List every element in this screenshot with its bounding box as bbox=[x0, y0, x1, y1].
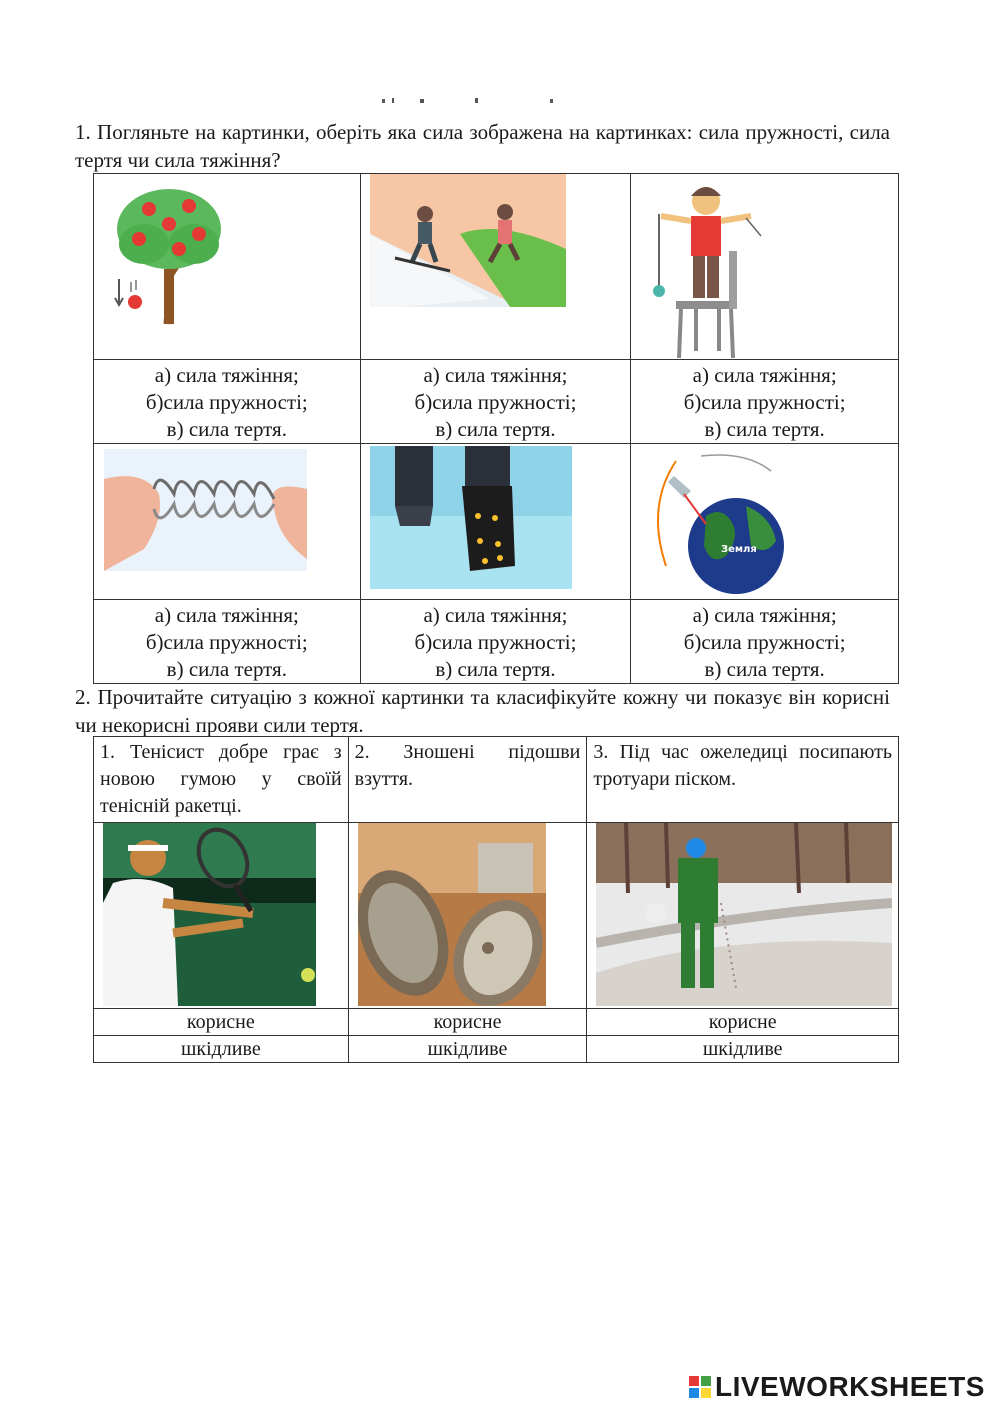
options-cell bbox=[360, 600, 631, 684]
option-c[interactable]: в) сила тертя. bbox=[704, 417, 825, 441]
boots-on-ice-image bbox=[370, 446, 572, 589]
option-c[interactable]: в) сила тертя. bbox=[435, 417, 556, 441]
option-a[interactable]: а) сила тяжіння; bbox=[692, 363, 837, 387]
option-a[interactable]: а) сила тяжіння; bbox=[423, 603, 568, 627]
answer-harmful[interactable]: шкідливе bbox=[348, 1036, 587, 1063]
image-cell-sanding-sidewalk bbox=[587, 823, 899, 1009]
satellite-orbit-earth-image bbox=[646, 446, 786, 596]
image-cell-spring bbox=[94, 444, 361, 600]
apple-tree-image bbox=[109, 184, 224, 329]
options-cell bbox=[94, 600, 361, 684]
option-b[interactable]: б)сила пружності; bbox=[683, 630, 846, 654]
forces-table bbox=[93, 173, 899, 684]
logo-text: LIVEWORKSHEETS bbox=[715, 1371, 985, 1402]
answer-useful[interactable]: корисне bbox=[348, 1009, 587, 1036]
option-c[interactable]: в) сила тертя. bbox=[166, 657, 287, 681]
options-cell bbox=[631, 360, 899, 444]
image-cell-apple-tree bbox=[94, 174, 361, 360]
situation-1: 1. Тенісист добре грає з новою гумою у своїй тенісній ракетці. bbox=[94, 737, 349, 823]
skiers-on-slope-image bbox=[370, 174, 566, 307]
liveworksheets-logo bbox=[689, 1371, 985, 1403]
options-cell bbox=[631, 600, 899, 684]
option-c[interactable]: в) сила тертя. bbox=[435, 657, 556, 681]
question-1-text: 1. Погляньте на картинки, оберіть яка сила зображена на картинках: сила пружності, сила тертя чи сила тяжіння? bbox=[75, 120, 890, 172]
situation-2: 2. Зношені підошви взуття. bbox=[348, 737, 587, 823]
image-cell-skiers bbox=[360, 174, 631, 360]
spring-between-fingers-image bbox=[104, 449, 307, 571]
option-a[interactable]: а) сила тяжіння; bbox=[692, 603, 837, 627]
option-c[interactable]: в) сила тертя. bbox=[166, 417, 287, 441]
tennis-player-image bbox=[103, 823, 316, 1006]
image-cell-worn-shoes bbox=[348, 823, 587, 1009]
option-a[interactable]: а) сила тяжіння; bbox=[154, 603, 299, 627]
boy-on-chair-image bbox=[641, 176, 766, 358]
logo-mark-icon bbox=[689, 1376, 711, 1398]
option-c[interactable]: в) сила тертя. bbox=[704, 657, 825, 681]
worn-shoes-image bbox=[358, 823, 546, 1006]
answer-useful[interactable]: корисне bbox=[94, 1009, 349, 1036]
friction-table bbox=[93, 736, 899, 1063]
answer-useful[interactable]: корисне bbox=[587, 1009, 899, 1036]
option-a[interactable]: а) сила тяжіння; bbox=[154, 363, 299, 387]
answer-harmful[interactable]: шкідливе bbox=[94, 1036, 349, 1063]
option-b[interactable]: б)сила пружності; bbox=[145, 630, 308, 654]
image-cell-satellite bbox=[631, 444, 899, 600]
option-a[interactable]: а) сила тяжіння; bbox=[423, 363, 568, 387]
situation-3: 3. Під час ожеледиці посипають тротуари піском. bbox=[587, 737, 899, 823]
image-cell-tennis bbox=[94, 823, 349, 1009]
answer-harmful[interactable]: шкідливе bbox=[587, 1036, 899, 1063]
options-cell bbox=[360, 360, 631, 444]
option-b[interactable]: б)сила пружності; bbox=[414, 390, 577, 414]
question-2-text: 2. Прочитайте ситуацію з кожної картинки та класифікуйте кожну чи показує він корисні чи некорисні прояви сили тертя. bbox=[75, 685, 890, 737]
option-b[interactable]: б)сила пружності; bbox=[145, 390, 308, 414]
faded-header-fragment bbox=[380, 96, 570, 104]
options-cell bbox=[94, 360, 361, 444]
image-cell-boots-on-ice bbox=[360, 444, 631, 600]
option-b[interactable]: б)сила пружності; bbox=[683, 390, 846, 414]
option-b[interactable]: б)сила пружності; bbox=[414, 630, 577, 654]
sanding-sidewalk-image bbox=[596, 823, 892, 1006]
earth-label: Земля bbox=[721, 544, 758, 555]
image-cell-boy-on-chair bbox=[631, 174, 899, 360]
